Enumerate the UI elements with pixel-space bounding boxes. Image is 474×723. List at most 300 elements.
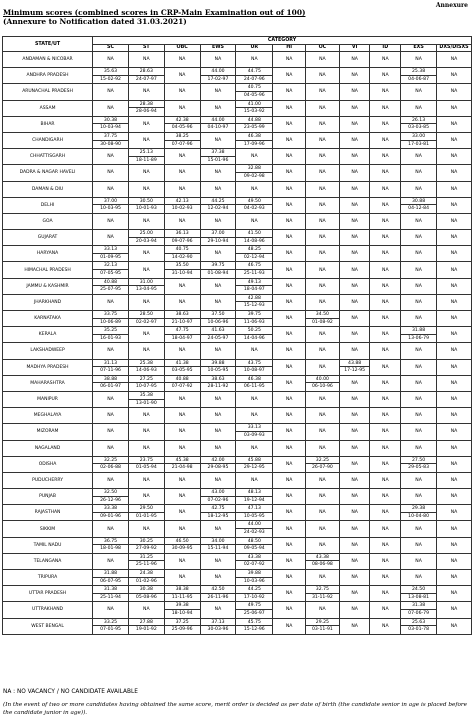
na-value: NA — [285, 364, 293, 370]
score-cell-sc — [93, 424, 129, 440]
score-cell-ews — [200, 84, 236, 100]
score-cell-id — [370, 618, 401, 634]
na-value: NA — [107, 299, 114, 305]
score-cell-st — [128, 116, 164, 132]
na-value: NA — [382, 267, 389, 273]
date-of-birth: 21-10-97 — [171, 319, 193, 325]
na-value: NA — [285, 73, 293, 79]
na-value: NA — [351, 186, 358, 192]
score-cell-sc — [93, 391, 129, 407]
na-value: NA — [319, 138, 326, 144]
na-value: NA — [285, 299, 293, 305]
na-value: NA — [415, 267, 422, 273]
date-of-birth: 11-06-93 — [243, 319, 265, 325]
date-of-birth: 01-09-95 — [100, 254, 121, 260]
score-cell-vi — [339, 149, 370, 165]
score-cell-sc — [93, 230, 129, 246]
date-of-birth: 15-01-96 — [207, 157, 229, 163]
score-cell-vi — [339, 116, 370, 132]
score-value: 43.38 — [306, 554, 339, 562]
na-value: NA — [450, 364, 458, 370]
na-value: NA — [382, 429, 389, 435]
date-of-birth: 10-04-80 — [408, 513, 430, 519]
score-cell-ews — [200, 294, 236, 310]
score-cell-ur — [236, 408, 273, 424]
score-cell-exs — [401, 424, 437, 440]
table-row — [3, 391, 472, 407]
score-cell-obc — [164, 100, 200, 116]
score-value: 34.00 — [201, 538, 236, 546]
score-cell-ews — [200, 618, 236, 634]
score-value: 33.13 — [236, 424, 272, 432]
score-cell-obc — [164, 553, 200, 569]
score-cell-hi — [273, 294, 306, 310]
na-value: NA — [382, 477, 389, 483]
score-cell-vi — [339, 197, 370, 213]
na-value: NA — [351, 510, 358, 516]
score-cell-id — [370, 391, 401, 407]
score-value: 33.25 — [93, 619, 128, 627]
score-value: 32.75 — [306, 586, 339, 594]
na-value: NA — [351, 235, 358, 241]
title-line-1: Minimum scores (combined scores in CRP-Main Examination out of 100) — [3, 8, 306, 17]
na-value: NA — [319, 348, 326, 354]
na-value: NA — [382, 73, 389, 79]
table-row — [3, 456, 472, 472]
na-value: NA — [351, 542, 358, 548]
score-cell-oc — [305, 84, 339, 100]
na-value: NA — [351, 251, 358, 257]
footnote-na: NA : NO VACANCY / NO CANDIDATE AVAILABLE — [3, 689, 138, 695]
date-of-birth: 24-07-96 — [243, 76, 265, 82]
state-name-cell: SIKKIM — [3, 521, 93, 537]
score-cell-sc — [93, 489, 129, 505]
score-cell-exs — [401, 618, 437, 634]
score-cell-exs — [401, 262, 437, 278]
score-cell-ur — [236, 586, 273, 602]
score-cell-id — [370, 570, 401, 586]
score-cell-oc — [305, 181, 339, 197]
table-row — [3, 68, 472, 84]
score-cell-oc — [305, 586, 339, 602]
score-cell-st — [128, 52, 164, 68]
date-of-birth: 01-08-94 — [207, 271, 229, 277]
date-of-birth: 10-03-95 — [100, 206, 121, 212]
score-cell-id — [370, 262, 401, 278]
score-cell-obc — [164, 586, 200, 602]
score-value: 50.25 — [236, 327, 272, 335]
score-cell-dxs-disxs — [437, 489, 472, 505]
score-value: 42.75 — [201, 505, 236, 513]
score-cell-dxs-disxs — [437, 553, 472, 569]
score-value: 39.75 — [236, 311, 272, 319]
na-value: NA — [285, 235, 293, 241]
state-name-cell: GOA — [3, 213, 93, 229]
score-cell-exs — [401, 472, 437, 488]
score-cell-st — [128, 197, 164, 213]
state-header: STATE/UT — [3, 37, 93, 52]
na-value: NA — [285, 591, 293, 597]
date-of-birth: 25-07-95 — [100, 287, 121, 293]
na-value: NA — [415, 526, 422, 532]
score-cell-id — [370, 311, 401, 327]
na-value: NA — [319, 170, 326, 176]
score-value: 39.88 — [236, 570, 272, 578]
table-row — [3, 505, 472, 521]
na-value: NA — [285, 558, 293, 564]
na-value: NA — [415, 154, 422, 160]
score-cell-id — [370, 84, 401, 100]
na-value: NA — [251, 397, 258, 403]
score-cell-oc — [305, 197, 339, 213]
na-value: NA — [285, 283, 293, 289]
score-value: 36.75 — [93, 538, 128, 546]
score-cell-ews — [200, 116, 236, 132]
score-cell-dxs-disxs — [437, 294, 472, 310]
table-row — [3, 602, 472, 618]
na-value: NA — [107, 57, 114, 63]
score-cell-id — [370, 100, 401, 116]
score-cell-vi — [339, 521, 370, 537]
score-cell-exs — [401, 408, 437, 424]
column-header-ur: UR — [236, 44, 273, 52]
score-cell-id — [370, 489, 401, 505]
score-cell-obc — [164, 246, 200, 262]
na-value: NA — [319, 510, 326, 516]
date-of-birth: 14-06-93 — [135, 368, 157, 374]
score-cell-exs — [401, 132, 437, 148]
score-cell-st — [128, 505, 164, 521]
score-cell-oc — [305, 165, 339, 181]
state-name-cell: LAKSHADWEEP — [3, 343, 93, 359]
score-cell-sc — [93, 68, 129, 84]
na-value: NA — [450, 299, 458, 305]
score-cell-oc — [305, 311, 339, 327]
date-of-birth: 25-06-97 — [243, 610, 265, 616]
score-cell-st — [128, 440, 164, 456]
na-value: NA — [143, 445, 150, 451]
na-value: NA — [214, 348, 222, 354]
na-value: NA — [319, 607, 326, 613]
date-of-birth: 23-05-99 — [243, 125, 265, 131]
date-of-birth: 17-12-95 — [344, 368, 366, 374]
score-cell-oc — [305, 359, 339, 375]
score-cell-sc — [93, 440, 129, 456]
score-cell-st — [128, 537, 164, 553]
score-value: 28.38 — [129, 101, 164, 109]
table-row — [3, 100, 472, 116]
na-value: NA — [107, 186, 114, 192]
na-value: NA — [382, 542, 389, 548]
score-cell-ews — [200, 278, 236, 294]
na-value: NA — [450, 283, 458, 289]
na-value: NA — [450, 413, 458, 419]
na-value: NA — [251, 413, 258, 419]
score-cell-oc — [305, 424, 339, 440]
score-cell-vi — [339, 84, 370, 100]
score-cell-hi — [273, 391, 306, 407]
table-row — [3, 311, 472, 327]
score-value: 43.88 — [340, 360, 370, 368]
score-cell-hi — [273, 553, 306, 569]
score-cell-ews — [200, 343, 236, 359]
na-value: NA — [178, 105, 186, 111]
na-value: NA — [415, 218, 422, 224]
footnote-merit-order: (In the event of two or more candidates having obtained the same score, merit order is decided as per date of birth (the candidate senior in age is placed before the candidate junior in age)). — [3, 702, 467, 716]
state-name-cell: JAMMU & KASHMIR — [3, 278, 93, 294]
score-value: 28.50 — [129, 311, 164, 319]
date-of-birth: 29-12-95 — [243, 465, 265, 471]
na-value: NA — [214, 283, 222, 289]
date-of-birth: 13-01-90 — [135, 400, 157, 406]
na-value: NA — [214, 575, 222, 581]
score-value: 35.25 — [93, 327, 128, 335]
score-cell-ur — [236, 375, 273, 391]
na-value: NA — [450, 348, 458, 354]
score-cell-oc — [305, 570, 339, 586]
score-value: 45.88 — [236, 457, 272, 465]
score-cell-ews — [200, 68, 236, 84]
date-of-birth: 08-06-98 — [311, 562, 333, 568]
score-cell-st — [128, 602, 164, 618]
score-cell-vi — [339, 327, 370, 343]
state-name-cell: HARYANA — [3, 246, 93, 262]
score-value: 26.13 — [401, 117, 436, 125]
score-cell-hi — [273, 327, 306, 343]
score-cell-obc — [164, 278, 200, 294]
score-value: 30.38 — [93, 117, 128, 125]
na-value: NA — [178, 397, 186, 403]
na-value: NA — [143, 348, 150, 354]
na-value: NA — [285, 186, 293, 192]
score-value: 37.00 — [201, 230, 236, 238]
date-of-birth: 28-06-94 — [135, 109, 157, 115]
na-value: NA — [178, 89, 186, 95]
na-value: NA — [450, 154, 458, 160]
score-cell-sc — [93, 278, 129, 294]
date-of-birth: 04-05-96 — [171, 125, 193, 131]
score-cell-sc — [93, 213, 129, 229]
score-cell-ews — [200, 440, 236, 456]
score-cell-oc — [305, 116, 339, 132]
na-value: NA — [178, 494, 186, 500]
na-value: NA — [415, 299, 422, 305]
na-value: NA — [450, 235, 458, 241]
date-of-birth: 04-12-84 — [408, 206, 430, 212]
column-header-ews: EWS — [200, 44, 236, 52]
na-value: NA — [214, 397, 222, 403]
score-cell-id — [370, 553, 401, 569]
na-value: NA — [319, 235, 326, 241]
score-cell-obc — [164, 132, 200, 148]
na-value: NA — [382, 186, 389, 192]
score-value: 37.25 — [165, 619, 200, 627]
score-cell-obc — [164, 262, 200, 278]
na-value: NA — [178, 526, 186, 532]
score-cell-st — [128, 359, 164, 375]
score-cell-exs — [401, 521, 437, 537]
na-value: NA — [351, 283, 358, 289]
na-value: NA — [415, 429, 422, 435]
score-value: 30.25 — [129, 538, 164, 546]
state-name-cell: NAGALAND — [3, 440, 93, 456]
score-cell-exs — [401, 100, 437, 116]
score-value: 24.50 — [401, 586, 436, 594]
date-of-birth: 26-12-96 — [100, 497, 121, 503]
score-cell-vi — [339, 602, 370, 618]
table-row — [3, 408, 472, 424]
na-value: NA — [107, 429, 114, 435]
na-value: NA — [382, 154, 389, 160]
na-value: NA — [178, 477, 186, 483]
na-value: NA — [351, 121, 358, 127]
na-value: NA — [351, 429, 358, 435]
na-value: NA — [351, 332, 358, 338]
score-cell-ur — [236, 116, 273, 132]
state-name-cell: ASSAM — [3, 100, 93, 116]
score-cell-vi — [339, 440, 370, 456]
score-cell-sc — [93, 116, 129, 132]
score-cell-vi — [339, 262, 370, 278]
na-value: NA — [285, 105, 293, 111]
score-cell-obc — [164, 165, 200, 181]
score-cell-sc — [93, 84, 129, 100]
score-cell-exs — [401, 537, 437, 553]
na-value: NA — [351, 57, 358, 63]
score-cell-hi — [273, 570, 306, 586]
na-value: NA — [285, 413, 293, 419]
score-cell-vi — [339, 472, 370, 488]
na-value: NA — [178, 429, 186, 435]
na-value: NA — [107, 218, 114, 224]
table-row — [3, 52, 472, 68]
score-value: 39.88 — [201, 360, 236, 368]
score-value: 27.25 — [129, 376, 164, 384]
score-cell-sc — [93, 327, 129, 343]
na-value: NA — [285, 607, 293, 613]
score-cell-obc — [164, 52, 200, 68]
score-cell-id — [370, 116, 401, 132]
score-cell-vi — [339, 68, 370, 84]
score-cell-ews — [200, 586, 236, 602]
na-value: NA — [285, 477, 293, 483]
na-value: NA — [351, 138, 358, 144]
table-row — [3, 116, 472, 132]
score-cell-hi — [273, 440, 306, 456]
na-value: NA — [319, 526, 326, 532]
date-of-birth: 14-02-90 — [171, 254, 193, 260]
date-of-birth: 31-10-94 — [171, 271, 193, 277]
score-value: 49.50 — [236, 198, 272, 206]
score-cell-sc — [93, 408, 129, 424]
na-value: NA — [214, 429, 222, 435]
date-of-birth: 11-11-95 — [171, 594, 193, 600]
na-value: NA — [382, 445, 389, 451]
na-value: NA — [251, 154, 258, 160]
na-value: NA — [382, 526, 389, 532]
score-cell-st — [128, 472, 164, 488]
score-cell-id — [370, 213, 401, 229]
score-cell-dxs-disxs — [437, 132, 472, 148]
score-value: 31.88 — [401, 327, 436, 335]
column-header-vi: VI — [339, 44, 370, 52]
date-of-birth: 17-03-81 — [408, 141, 430, 147]
score-cell-oc — [305, 213, 339, 229]
na-value: NA — [319, 202, 326, 208]
date-of-birth: 06-11-95 — [243, 384, 265, 390]
score-cell-obc — [164, 602, 200, 618]
column-header-st: ST — [128, 44, 164, 52]
na-value: NA — [382, 235, 389, 241]
score-value: 48.50 — [236, 538, 272, 546]
score-cell-ews — [200, 408, 236, 424]
state-name-cell: CHHATTISGARH — [3, 149, 93, 165]
na-value: NA — [214, 299, 222, 305]
score-cell-ur — [236, 132, 273, 148]
score-cell-ews — [200, 311, 236, 327]
score-cell-ur — [236, 100, 273, 116]
score-cell-dxs-disxs — [437, 359, 472, 375]
score-cell-vi — [339, 375, 370, 391]
score-value: 25.38 — [129, 360, 164, 368]
score-cell-ews — [200, 391, 236, 407]
na-value: NA — [143, 89, 150, 95]
date-of-birth: 06-01-97 — [100, 384, 121, 390]
na-value: NA — [450, 121, 458, 127]
na-value: NA — [415, 558, 422, 564]
score-cell-ews — [200, 537, 236, 553]
score-value: 44.25 — [236, 586, 272, 594]
na-value: NA — [450, 477, 458, 483]
table-row — [3, 489, 472, 505]
score-value: 43.75 — [236, 360, 272, 368]
na-value: NA — [178, 186, 186, 192]
date-of-birth: 10-03-96 — [243, 578, 265, 584]
score-cell-oc — [305, 132, 339, 148]
score-cell-ur — [236, 618, 273, 634]
na-value: NA — [382, 202, 389, 208]
na-value: NA — [415, 477, 422, 483]
date-of-birth: 10-05-95 — [243, 513, 265, 519]
na-value: NA — [107, 397, 114, 403]
score-cell-obc — [164, 311, 200, 327]
date-of-birth: 10-02-93 — [171, 206, 193, 212]
na-value: NA — [214, 526, 222, 532]
state-name-cell: TAMIL NADU — [3, 537, 93, 553]
score-cell-dxs-disxs — [437, 586, 472, 602]
score-cell-exs — [401, 311, 437, 327]
score-value: 33.13 — [93, 246, 128, 254]
date-of-birth: 07-07-92 — [171, 384, 193, 390]
score-cell-ur — [236, 391, 273, 407]
date-of-birth: 21-04-98 — [171, 465, 193, 471]
score-cell-st — [128, 213, 164, 229]
na-value: NA — [214, 138, 222, 144]
na-value: NA — [319, 186, 326, 192]
na-value: NA — [382, 494, 389, 500]
score-cell-ews — [200, 52, 236, 68]
score-cell-sc — [93, 246, 129, 262]
score-cell-exs — [401, 375, 437, 391]
score-cell-id — [370, 537, 401, 553]
table-row — [3, 197, 472, 213]
score-cell-id — [370, 359, 401, 375]
score-cell-exs — [401, 440, 437, 456]
state-name-cell: ANDAMAN & NICOBAR — [3, 52, 93, 68]
na-value: NA — [214, 170, 222, 176]
score-cell-id — [370, 505, 401, 521]
score-value: 44.25 — [201, 198, 236, 206]
